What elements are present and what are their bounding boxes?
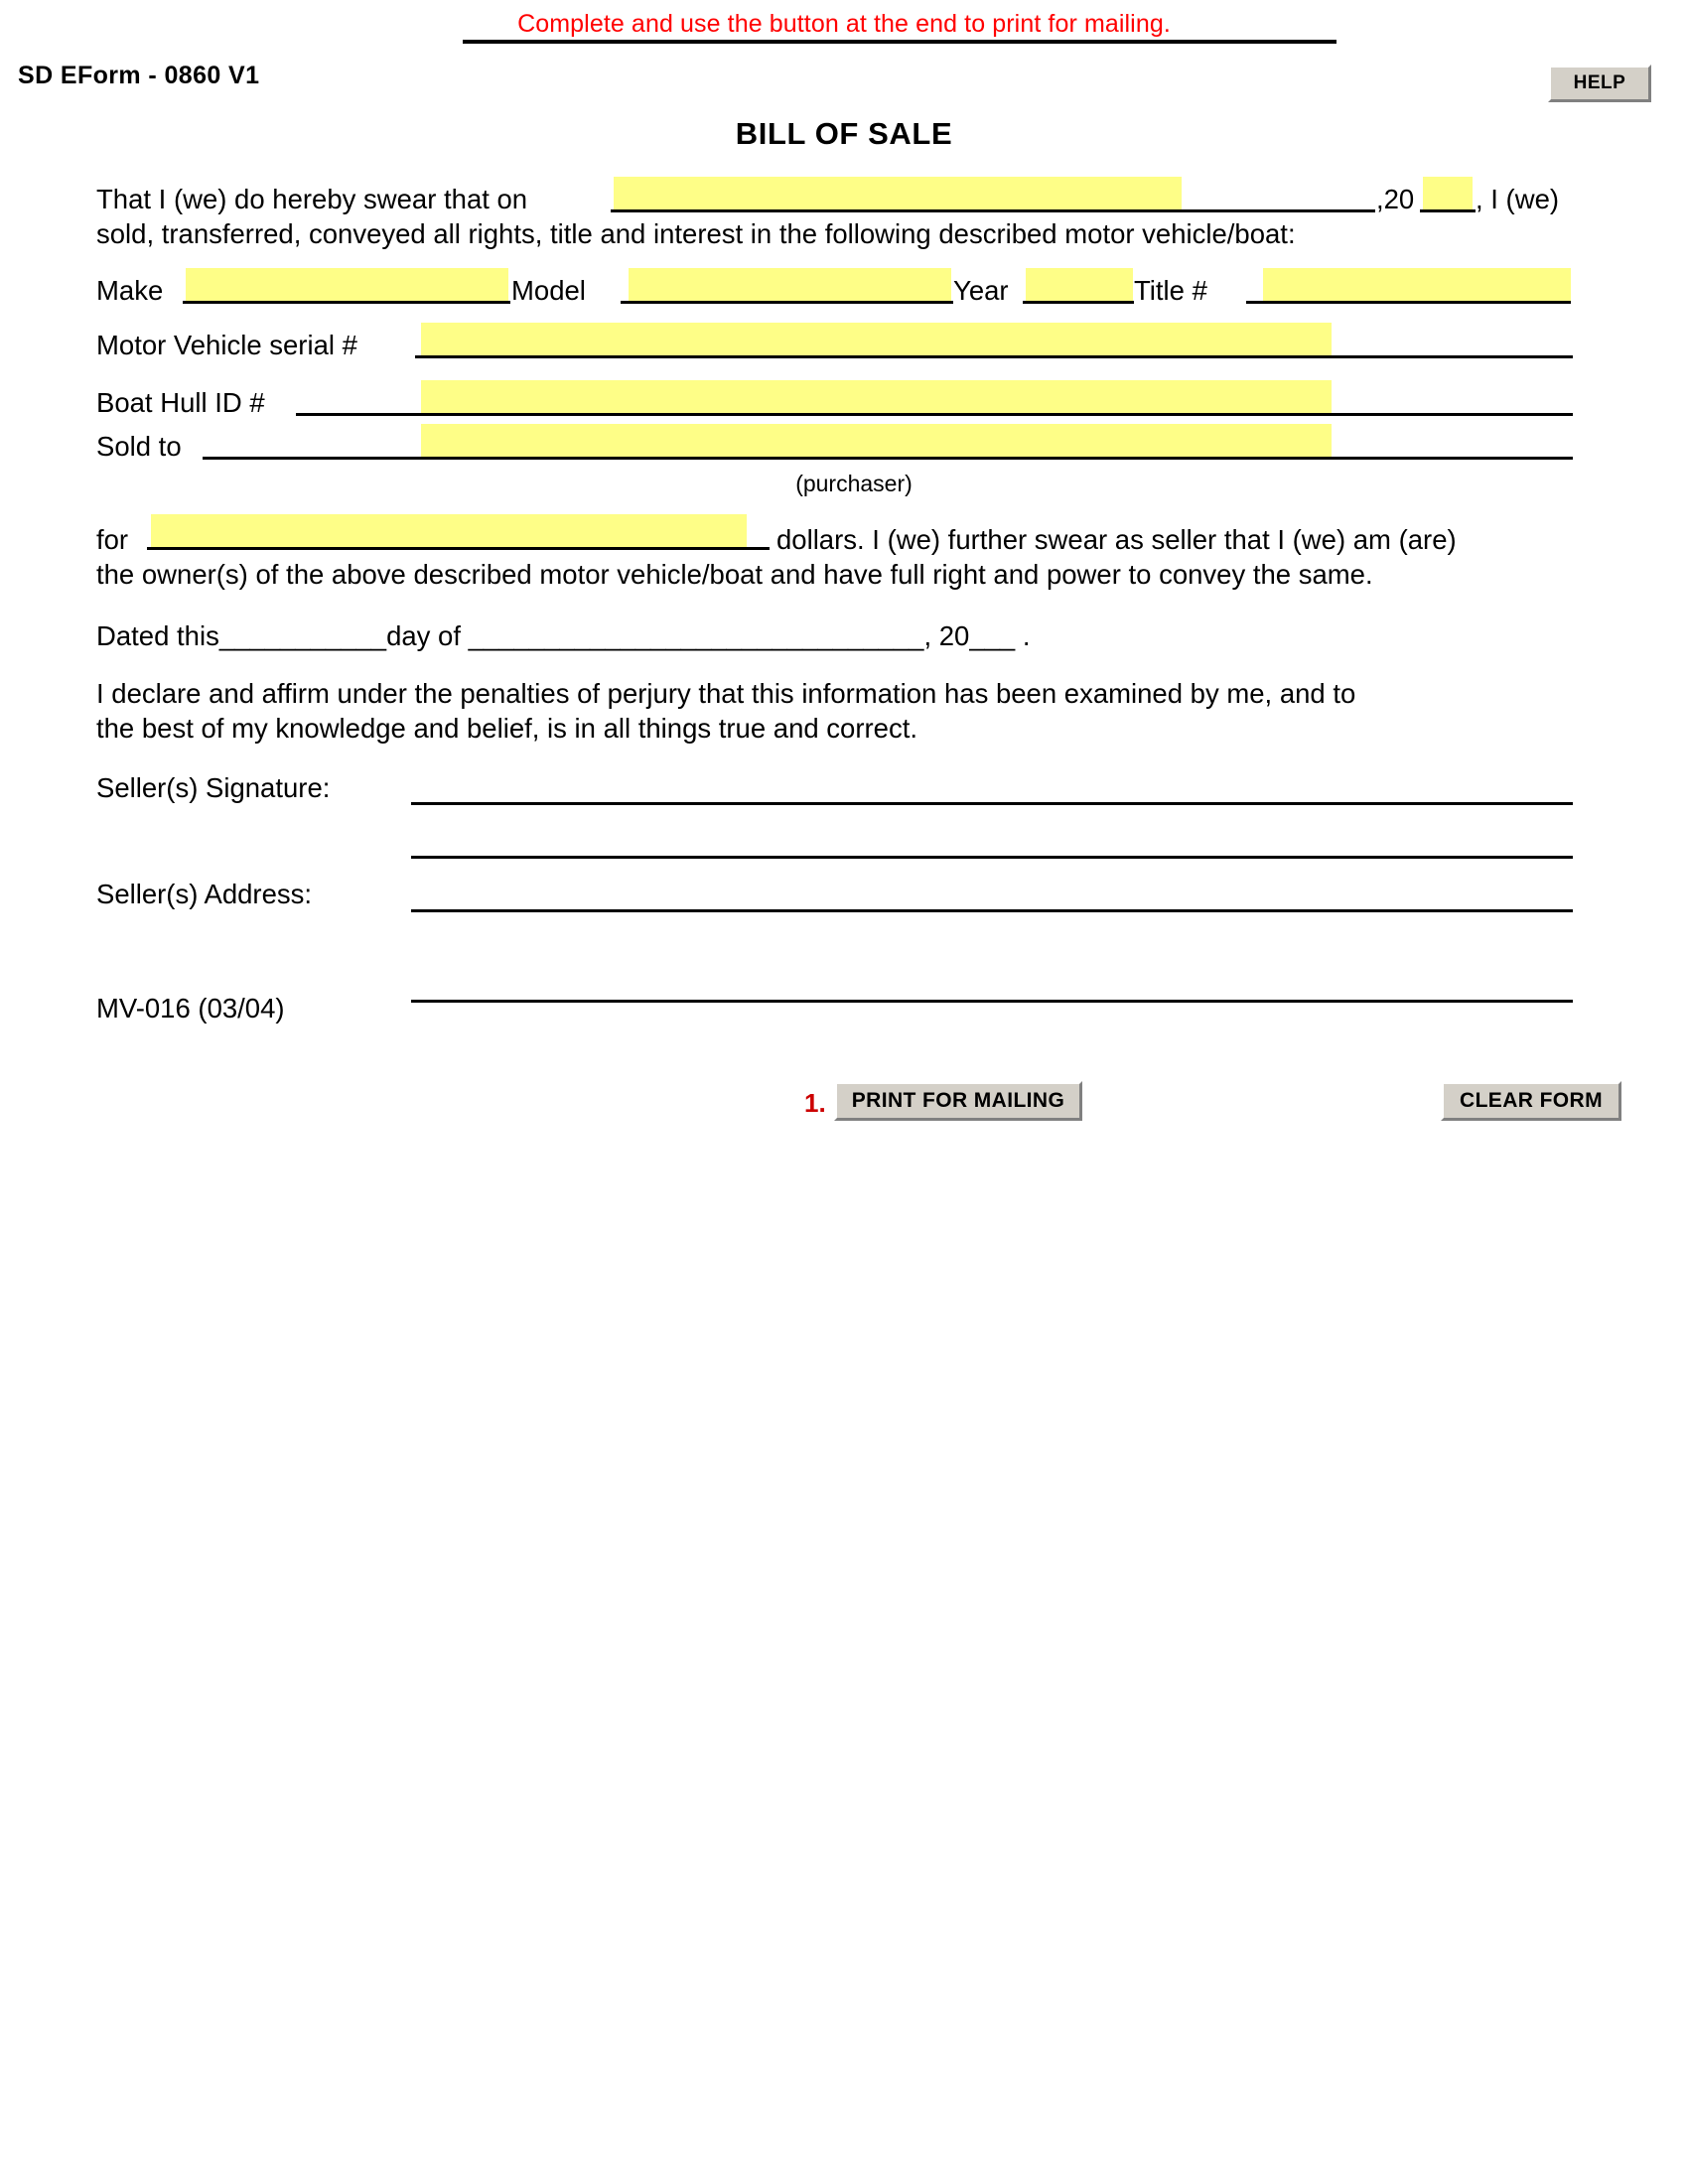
date-field-fill[interactable] (614, 177, 1182, 210)
boat-hull-id-field-rule (296, 413, 1573, 416)
seller-signature-label: Seller(s) Signature: (96, 772, 331, 803)
help-button[interactable]: HELP (1548, 65, 1651, 102)
owner-clause: the owner(s) of the above described motor vehicle/boat and have full right and power to convey the same. (96, 559, 1373, 590)
swear-line-label: That I (we) do hereby swear that on (96, 184, 528, 214)
swear-line-suffix: , I (we) (1476, 184, 1560, 214)
declaration-line-2: the best of my knowledge and belief, is in all things true and correct. (96, 713, 917, 744)
step-1-marker: 1. (804, 1088, 826, 1118)
make-field-fill[interactable] (186, 268, 508, 302)
year-label: Year (953, 275, 1009, 306)
print-for-mailing-button[interactable]: PRINT FOR MAILING (834, 1081, 1082, 1121)
seller-address-rule-2 (411, 1000, 1573, 1003)
year-field-rule (1023, 301, 1134, 304)
title-number-label: Title # (1134, 275, 1207, 306)
purchaser-caption: (purchaser) (795, 471, 913, 496)
declaration-line-1: I declare and affirm under the penalties of perjury that this information has been examined by me, and to (96, 678, 1356, 709)
sold-to-field-rule (203, 457, 1573, 460)
model-field-fill[interactable] (629, 268, 951, 302)
model-field-rule (621, 301, 953, 304)
amount-field-rule (147, 547, 770, 550)
header-divider-rule (463, 40, 1336, 44)
print-notice: Complete and use the button at the end to print for mailing. (517, 10, 1171, 38)
dated-month-blank[interactable]: ______________________________ (468, 620, 924, 651)
seller-signature-rule-1 (411, 802, 1573, 805)
eform-identifier: SD EForm - 0860 V1 (18, 62, 260, 89)
model-label: Model (511, 275, 586, 306)
boat-hull-id-field-fill[interactable] (421, 380, 1332, 414)
date-field-rule (611, 209, 1375, 212)
for-label: for (96, 524, 129, 555)
swear-line-year-prefix: ,20 (1376, 184, 1415, 214)
dated-this-line (96, 620, 1031, 652)
form-number: MV-016 (03/04) (96, 993, 285, 1024)
page-title: BILL OF SALE (735, 116, 953, 151)
dated-this-label: Dated this (96, 620, 219, 651)
year-field-fill[interactable] (1026, 268, 1133, 302)
dollars-clause: dollars. I (we) further swear as seller that I (we) am (are) (776, 524, 1457, 555)
day-of-label: day of (386, 620, 461, 651)
motor-vehicle-serial-field-fill[interactable] (421, 323, 1332, 356)
seller-signature-rule-2 (411, 856, 1573, 859)
amount-field-fill[interactable] (151, 514, 747, 548)
motor-vehicle-serial-label: Motor Vehicle serial # (96, 330, 357, 360)
title-number-field-fill[interactable] (1263, 268, 1571, 302)
swear-line-continuation: sold, transferred, conveyed all rights, title and interest in the following described motor vehicle/boat: (96, 218, 1296, 249)
make-field-rule (183, 301, 510, 304)
sold-to-label: Sold to (96, 431, 182, 462)
dated-year-suffix: , 20___ . (923, 620, 1031, 651)
seller-address-label: Seller(s) Address: (96, 879, 313, 909)
title-number-field-rule (1246, 301, 1571, 304)
boat-hull-id-label: Boat Hull ID # (96, 387, 265, 418)
year-2digit-field-fill[interactable] (1423, 177, 1473, 210)
sold-to-field-fill[interactable] (421, 424, 1332, 458)
clear-form-button[interactable]: CLEAR FORM (1441, 1081, 1621, 1121)
dated-day-blank[interactable]: ___________ (218, 620, 387, 651)
year-2digit-field-rule (1420, 209, 1476, 212)
motor-vehicle-serial-field-rule (415, 355, 1573, 358)
seller-address-rule-1 (411, 909, 1573, 912)
make-label: Make (96, 275, 164, 306)
